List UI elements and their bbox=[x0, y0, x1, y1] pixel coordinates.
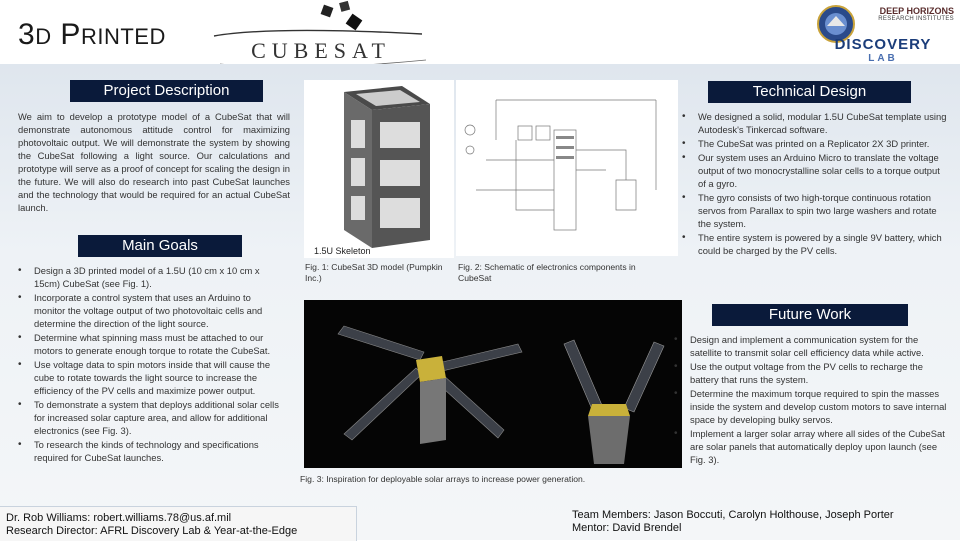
poster-title: 3D PRINTED bbox=[18, 18, 166, 51]
main-goal-item: • Incorporate a control system that uses an Arduino to monitor the voltage output of two photovoltaic cells and determine the direction of the light source. bbox=[16, 291, 284, 330]
main-goals-list bbox=[16, 264, 284, 465]
main-goals-heading: Main Goals bbox=[78, 235, 242, 257]
skeleton-label: 1.5U Skeleton bbox=[314, 246, 371, 256]
team-info bbox=[572, 509, 894, 535]
cubesat-skeleton-figure bbox=[304, 80, 454, 258]
main-goal-item: • Determine what spinning mass must be attached to our motors to generate enough torque to rotate the CubeSat. bbox=[16, 331, 284, 357]
team-members: Team Members: Jason Boccuti, Carolyn Holthouse, Joseph Porter bbox=[572, 509, 894, 521]
project-description-text: We aim to develop a prototype model of a CubeSat that will demonstrate autonomous attitude control for maximizing photovoltaic output. We will demonstrate the system by showing the CubeSat following a light source. Our calculations and prototype will serve as a proof of concept for scaling the design in the future. We will also do research into past CubeSat launches and the technology that would be required for an actual CubeSat launch. bbox=[18, 111, 290, 213]
cubesat-logo-text: CUBESAT bbox=[251, 38, 391, 63]
main-goal-item: • To demonstrate a system that deploys additional solar cells for increased solar capture area, and allow for additional electronics (see Fig. 3). bbox=[16, 398, 284, 437]
fig3-caption: Fig. 3: Inspiration for deployable solar arrays to increase power generation. bbox=[300, 474, 586, 484]
future-work-item: • Use the output voltage from the PV cells to recharge the battery that runs the system. bbox=[672, 360, 948, 386]
main-goal-item: • To research the kinds of technology and specifications required for CubeSat launches. bbox=[16, 438, 284, 464]
project-description-heading: Project Description bbox=[70, 80, 263, 102]
discovery-lab-logo bbox=[820, 34, 946, 62]
deep-horizons-text: DEEP HORIZONS bbox=[879, 6, 954, 16]
fig1-caption: Fig. 1: CubeSat 3D model (Pumpkin Inc.) bbox=[305, 262, 443, 283]
future-work-list bbox=[672, 333, 948, 467]
future-work-item: • Implement a larger solar array where all sides of the CubeSat are solar panels that automatically deploy upon launch (see Fig. 3). bbox=[672, 427, 948, 466]
technical-design-item: • The CubeSat was printed on a Replicator 2X 3D printer. bbox=[680, 137, 950, 150]
discovery-text: DISCOVERY bbox=[834, 36, 932, 53]
contact-email: Dr. Rob Williams: robert.williams.78@us.af.mil bbox=[6, 512, 232, 524]
lab-text: LAB bbox=[868, 53, 898, 62]
technical-design-list bbox=[680, 110, 950, 258]
deep-horizons-logo bbox=[862, 6, 954, 22]
technical-design-heading: Technical Design bbox=[708, 81, 911, 103]
cubesat-logo bbox=[212, 28, 430, 68]
team-mentor: Mentor: David Brendel bbox=[572, 522, 682, 534]
future-work-item: • Design and implement a communication system for the satellite to transmit solar cell efficiency data while active. bbox=[672, 333, 948, 359]
electronics-schematic-figure bbox=[456, 80, 678, 256]
main-goal-item: • Use voltage data to spin motors inside that will cause the cube to rotate towards the light source to increase the efficiency of the PV cells and maximize power output. bbox=[16, 358, 284, 397]
technical-design-item: • The entire system is powered by a single 9V battery, which could be charged by the PV cells. bbox=[680, 231, 950, 257]
future-work-item: • Determine the maximum torque required to spin the masses inside the system and develop custom motors to save internal space by developing bulky servos. bbox=[672, 387, 948, 426]
fig2-caption: Fig. 2: Schematic of electronics components in CubeSat bbox=[458, 262, 636, 283]
contact-info bbox=[6, 512, 297, 538]
main-goal-item: • Design a 3D printed model of a 1.5U (10 cm x 10 cm x 15cm) CubeSat (see Fig. 1). bbox=[16, 264, 284, 290]
research-institutes-text: RESEARCH INSTITUTES bbox=[878, 16, 954, 22]
future-work-heading: Future Work bbox=[712, 304, 908, 326]
technical-design-item: • The gyro consists of two high-torque continuous rotation servos from Parallax to spin two large washers and rotate the system. bbox=[680, 191, 950, 230]
contact-title: Research Director: AFRL Discovery Lab & Year-at-the-Edge bbox=[6, 525, 298, 537]
deployable-solar-array-figure bbox=[304, 300, 682, 468]
technical-design-item: • Our system uses an Arduino Micro to translate the voltage output of two monocrystalline solar cells to a torque output of a gyro. bbox=[680, 151, 950, 190]
technical-design-item: • We designed a solid, modular 1.5U CubeSat template using Autodesk's Tinkercad software. bbox=[680, 110, 950, 136]
